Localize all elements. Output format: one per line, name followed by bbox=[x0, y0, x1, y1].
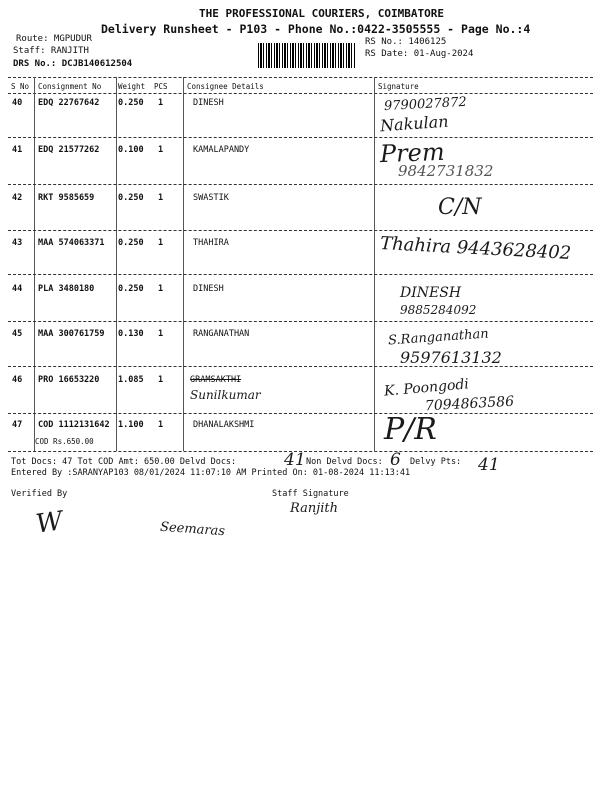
row-rule bbox=[8, 413, 593, 414]
row-sno: 42 bbox=[12, 193, 23, 203]
row-pcs: 1 bbox=[158, 375, 164, 385]
row-weight: 0.250 bbox=[118, 193, 144, 203]
row-pcs: 1 bbox=[158, 284, 164, 294]
rs-number: RS No.: 1406125 bbox=[365, 37, 447, 47]
row-pcs: 1 bbox=[158, 98, 164, 108]
non-delvd-label: Non Delvd Docs: bbox=[306, 457, 383, 467]
row-consignment: RKT 9585659 bbox=[38, 193, 95, 203]
row-consignee: DHANALAKSHMI bbox=[193, 420, 255, 430]
row-weight: 0.100 bbox=[118, 145, 144, 155]
col-header-consignee: Consignee Details bbox=[187, 82, 264, 91]
runsheet-title: Delivery Runsheet - P103 - Phone No.:0422-3505555 - Page No.:4 bbox=[101, 22, 531, 36]
row-weight: 1.100 bbox=[118, 420, 144, 430]
row-consignee: GRAMSAKTHI bbox=[190, 375, 242, 385]
row-consignment: MAA 574063371 bbox=[38, 238, 105, 248]
row-pcs: 1 bbox=[158, 193, 164, 203]
handwritten-phone: 9597613132 bbox=[400, 348, 502, 367]
col-header-pcs: PCS bbox=[154, 82, 168, 91]
handwritten-verifier-mark: W bbox=[34, 506, 65, 540]
row-rule bbox=[8, 137, 593, 138]
row-sno: 46 bbox=[12, 375, 23, 385]
col-divider bbox=[183, 77, 184, 451]
header-rule bbox=[8, 93, 593, 94]
col-header-sno: S No bbox=[11, 82, 30, 91]
row-weight: 0.130 bbox=[118, 329, 144, 339]
row-sno: 41 bbox=[12, 145, 23, 155]
row-pcs: 1 bbox=[158, 238, 164, 248]
row-sno: 47 bbox=[12, 420, 23, 430]
handwritten-non-delvd-count: 6 bbox=[390, 450, 401, 470]
col-header-signature: Signature bbox=[378, 82, 419, 91]
route-label: Route: MGPUDUR bbox=[16, 34, 92, 44]
handwritten-signature: Prem bbox=[379, 137, 446, 169]
col-divider bbox=[374, 77, 375, 451]
handwritten-delvd-count: 41 bbox=[284, 450, 306, 470]
drs-number: DRS No.: DCJB140612504 bbox=[13, 59, 133, 69]
company-name: THE PROFESSIONAL COURIERS, COIMBATORE bbox=[199, 7, 445, 20]
row-consignment: EDQ 22767642 bbox=[38, 98, 100, 108]
table-top-rule bbox=[8, 77, 593, 78]
delvy-pts-label: Delvy Pts: bbox=[410, 457, 462, 467]
handwritten-verifier-signature: Seemaras bbox=[159, 519, 226, 540]
handwritten-mark: C/N bbox=[438, 195, 482, 220]
col-divider bbox=[116, 77, 117, 451]
handwritten-signature: K. Poongodi bbox=[383, 376, 470, 400]
row-sno: 43 bbox=[12, 238, 23, 248]
handwritten-staff-signature: Ranjith bbox=[290, 501, 338, 516]
row-consignee: THAHIRA bbox=[193, 238, 229, 248]
row-rule bbox=[8, 274, 593, 275]
row-consignee: SWASTIK bbox=[193, 193, 229, 203]
row-weight: 0.250 bbox=[118, 284, 144, 294]
row-rule bbox=[8, 321, 593, 322]
handwritten-delvy-pts: 41 bbox=[478, 455, 500, 475]
row-consignee: KAMALAPANDY bbox=[193, 145, 250, 155]
handwritten-phone: 7094863586 bbox=[424, 393, 515, 415]
row-sno: 44 bbox=[12, 284, 23, 294]
row-consignee: RANGANATHAN bbox=[193, 329, 250, 339]
row-rule bbox=[8, 230, 593, 231]
handwritten-signature: Thahira 9443628402 bbox=[379, 233, 572, 264]
handwritten-phone: 9885284092 bbox=[400, 303, 477, 317]
row-weight: 0.250 bbox=[118, 238, 144, 248]
row-consignment: COD 1112131642 bbox=[38, 420, 110, 430]
handwritten-phone: 9790027872 bbox=[383, 94, 468, 115]
row-pcs: 1 bbox=[158, 329, 164, 339]
row-consignment: EDQ 21577262 bbox=[38, 145, 100, 155]
col-header-weight: Weight bbox=[118, 82, 146, 91]
row-consignee: DINESH bbox=[193, 98, 224, 108]
row-consignment: MAA 300761759 bbox=[38, 329, 105, 339]
staff-signature-label: Staff Signature bbox=[272, 489, 349, 499]
row-weight: 1.085 bbox=[118, 375, 144, 385]
row-weight: 0.250 bbox=[118, 98, 144, 108]
entered-printed-line: Entered By :SARANYAP103 08/01/2024 11:07:10 AM Printed On: 01-08-2024 11:13:41 bbox=[11, 468, 411, 478]
row-consignment: PLA 3480180 bbox=[38, 284, 95, 294]
handwritten-signature: S.Ranganathan bbox=[387, 326, 490, 349]
row-rule bbox=[8, 366, 593, 367]
cod-amount: COD Rs.650.00 bbox=[35, 437, 94, 446]
handwritten-correction: Sunilkumar bbox=[190, 388, 261, 402]
handwritten-phone: 9842731832 bbox=[398, 162, 494, 180]
handwritten-name: DINESH bbox=[400, 285, 462, 301]
row-consignment: PRO 16653220 bbox=[38, 375, 100, 385]
handwritten-mark: P/R bbox=[384, 412, 437, 447]
staff-label: Staff: RANJITH bbox=[13, 46, 89, 56]
row-sno: 45 bbox=[12, 329, 23, 339]
col-divider bbox=[34, 77, 35, 451]
footer-totals: Tot Docs: 47 Tot COD Amt: 650.00 Delvd Docs: bbox=[11, 457, 237, 467]
row-sno: 40 bbox=[12, 98, 23, 108]
barcode-image bbox=[258, 43, 356, 68]
verified-by-label: Verified By bbox=[11, 489, 68, 499]
col-header-consignment: Consignment No bbox=[38, 82, 102, 91]
row-pcs: 1 bbox=[158, 420, 164, 430]
handwritten-signature: Nakulan bbox=[379, 111, 450, 136]
row-consignee: DINESH bbox=[193, 284, 224, 294]
row-rule bbox=[8, 184, 593, 185]
row-pcs: 1 bbox=[158, 145, 164, 155]
rs-date: RS Date: 01-Aug-2024 bbox=[365, 49, 474, 59]
